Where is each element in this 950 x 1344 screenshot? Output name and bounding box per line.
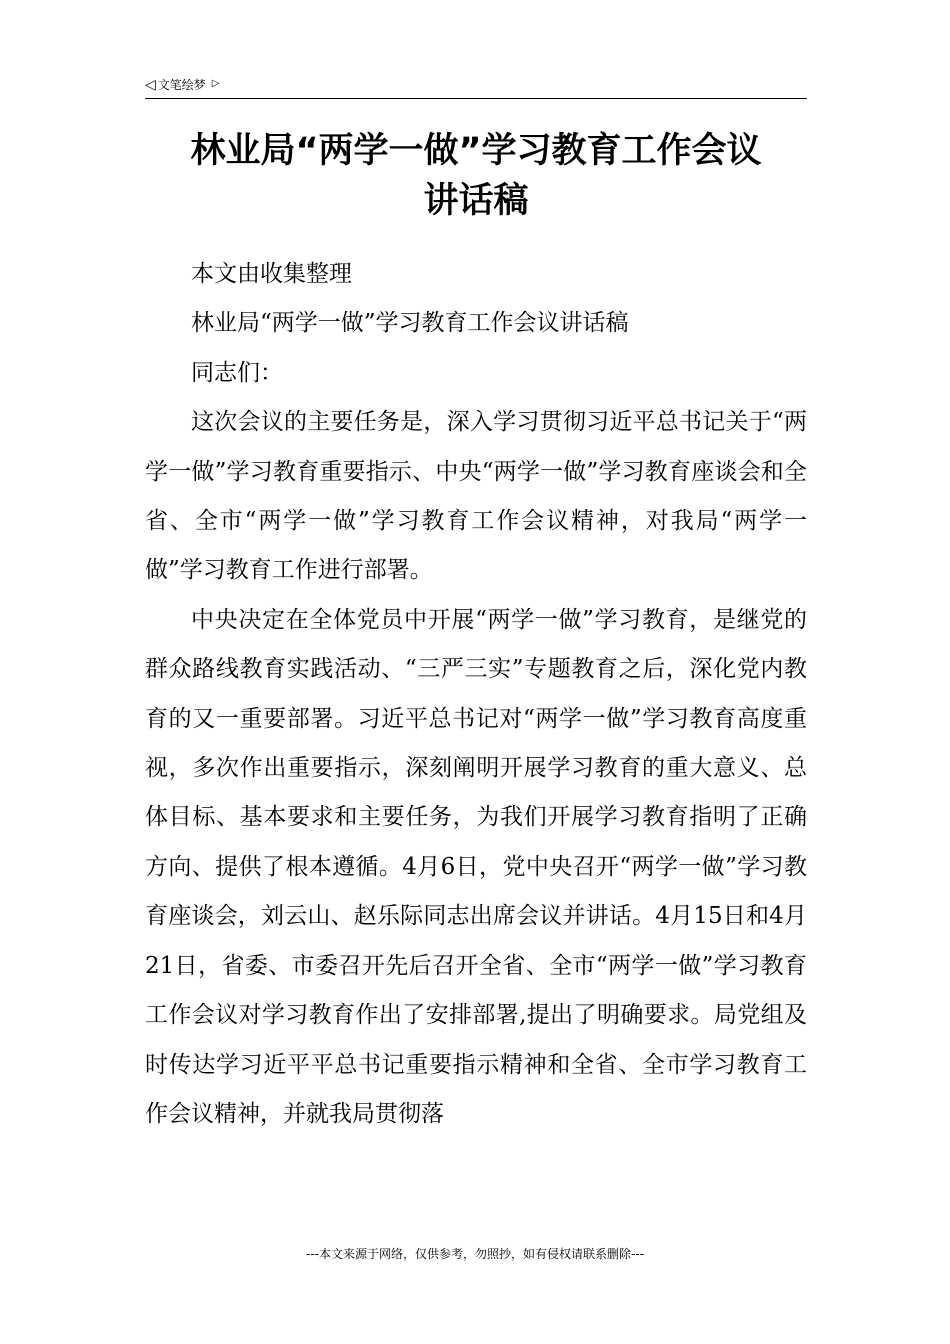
- paragraph-body: 这次会议的主要任务是，深入学习贯彻习近平总书记关于“两学一做”学习教育重要指示、中央“两学一做”学习教育座谈会和全省、全市“两学一做”学习教育工作会议精神，对我局“两学一做”学习教育工作进行部署。: [145, 409, 807, 584]
- title-line-2: 讲话稿: [423, 181, 529, 221]
- triangle-right-icon: ▷: [211, 78, 220, 89]
- page-header: [145, 74, 807, 99]
- title-line-1: 林业局“两学一做”学习教育工作会议: [190, 131, 762, 171]
- paragraph-source-note: 本文由收集整理: [191, 261, 352, 287]
- brand-name: 文笔绘梦: [157, 77, 206, 92]
- header-brand: [145, 76, 220, 93]
- paragraph-body: 中央决定在全体党员中开展“两学一做”学习教育，是继党的群众路线教育实践活动、“三严三实”专题教育之后，深化党内教育的又一重要部署。习近平总书记对“两学一做”学习教育高度重视，多次作出重要指示，深刻阐明开展学习教育的重大意义、总体目标、基本要求和主要任务，为我们开展学习教育指明了正确方向、提供了根本遵循。4月6日，党中央召开“两学一做”学习教育座谈会，刘云山、赵乐际同志出席会议并讲话。4月15日和4月21日，省委、市委召开先后召开全省、全市“两学一做”学习教育工作会议对学习教育作出了安排部署,提出了明确要求。局党组及时传达学习近平平总书记重要指示精神和全省、全市学习教育工作会议精神，并就我局贯彻落: [145, 606, 807, 1127]
- paragraph-salutation: 同志们：: [191, 359, 283, 386]
- triangle-left-icon: ◁: [145, 76, 156, 93]
- page-footer: ---本文来源于网络，仅供参考，勿照抄，如有侵权请联系删除---: [306, 1247, 644, 1261]
- paragraph-subtitle: 林业局“两学一做”学习教育工作会议讲话稿: [191, 310, 629, 337]
- document-title: [140, 126, 812, 226]
- document-body: [145, 250, 807, 1139]
